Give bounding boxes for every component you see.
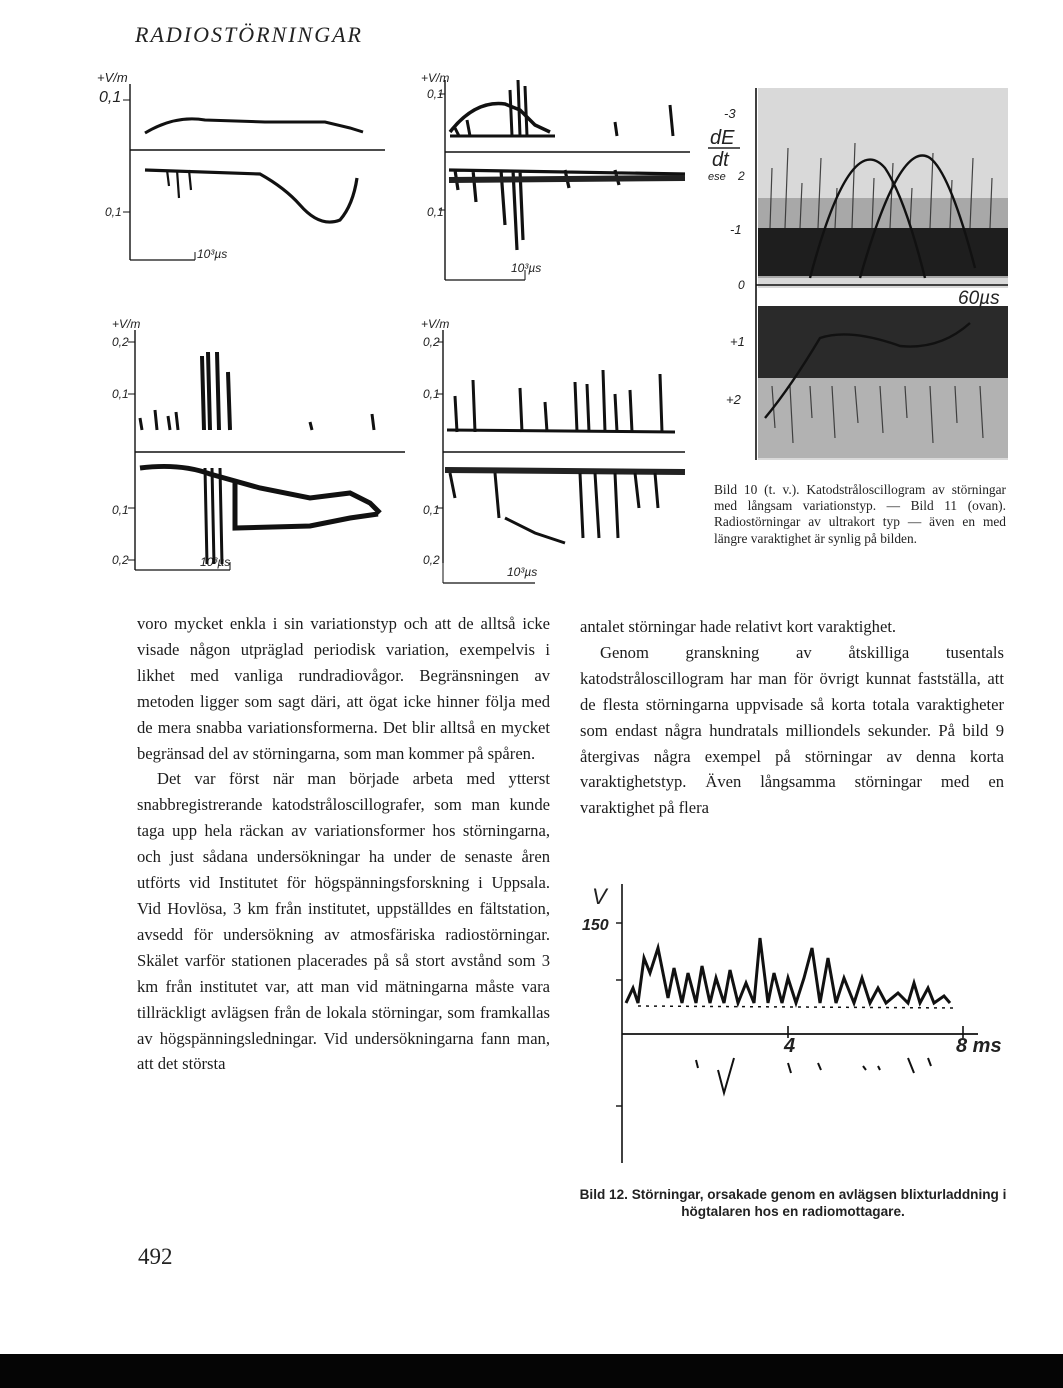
figure12-caption: Bild 12. Störningar, orsakade genom en avlägsen blixturladdning i högtalaren hos en radiomottagare.: [579, 1187, 1007, 1219]
figure11-panel-4: [415, 318, 705, 618]
panel4-unit: +V/m: [421, 318, 450, 331]
figure10-tick-2: 2: [738, 169, 745, 183]
panel4-trace: [437, 330, 685, 583]
figure10-ylabel-bottom: dt: [712, 149, 729, 171]
figure10-tick-6: +2: [726, 392, 741, 407]
panel3-top-tick: 0,2: [112, 335, 129, 349]
panel2-unit: +V/m: [421, 71, 450, 85]
panel2-scale: 10³µs: [511, 261, 542, 275]
figure12-trace: [626, 938, 958, 1093]
panel4-low-tick: 0,1: [423, 503, 440, 517]
page-number: 492: [138, 1244, 173, 1269]
figure10-tick-5: +1: [730, 334, 745, 349]
panel4-top-tick: 0,2: [423, 335, 440, 349]
panel2-low-tick: 0,1: [427, 205, 444, 219]
left-paragraph-2: Det var först när man började arbeta med ytterst snabbregistrerande katodstråloscillografer, som man kunde taga upp hela räckan av variationsformer hos störningarna, och just sådana undersökningar ha under de senaste åren utförts vid Institutet för högspänningsforskning i Uppsala. Vid Hovlösa, 3 km från institutet, uppställdes en fältstation, avsedd för undersökning av atmosfäriska radiostörningar. Skälet varför stationen placerades på så stort avstånd som 3 km från institutet var, att man vid mätningarna måste vara tillräckligt avlägsen från de lokala störningar, som framkallas av högspänningsledningar. Vid undersökningarna fann man, att det största: [137, 769, 550, 1074]
panel1-top-tick: 0,1: [99, 89, 122, 106]
right-column: [580, 614, 1004, 821]
figure12-xtick-2: 8 ms: [956, 1035, 1002, 1057]
figure12-ylabel: V: [592, 884, 607, 909]
figure11-panel-3: [110, 318, 410, 580]
figure10-tick-4: 0: [738, 278, 745, 292]
panel2-trace: [439, 80, 690, 280]
panel1-unit: +V/m: [97, 70, 128, 85]
panel3-low-tick: 0,1: [112, 503, 129, 517]
figure11-panel-1: [85, 70, 405, 270]
panel4-mid-tick: 0,1: [423, 387, 440, 401]
figure10-caption: Bild 10 (t. v.). Katodstråloscillogram av störningar med långsam variationstyp. — Bild 11 (ovan). Radiostörningar av ultrakort typ — även en med längre varaktighet är synlig på bilden.: [714, 482, 1006, 546]
panel3-trace: [128, 330, 405, 570]
panel4-scale: 10³µs: [507, 565, 538, 579]
running-head: RADIOSTÖRNINGAR: [135, 22, 363, 47]
panel1-scale: 10³µs: [197, 247, 228, 261]
figure10-oscillogram: [700, 88, 1010, 462]
panel3-unit: +V/m: [112, 318, 141, 331]
figure10-ylabel-unit: ese: [708, 171, 726, 183]
figure12-xtick-1: 4: [784, 1035, 796, 1057]
scan-border: [0, 1354, 1063, 1388]
panel4-bottom-tick: 0,2: [423, 553, 440, 567]
figure10-tick-1: -3: [724, 106, 736, 121]
left-paragraph-1: voro mycket enkla i sin variationstyp och att de alltså icke visade någon utpräglad periodisk variation, exempelvis i likhet med vanliga rundradiovågor. Begränsningen av metoden ligger som sagt däri, att ögat icke hinner följa med de mera snabba variationsformerna. Det blir alltså en mycket begränsad del av störningarna, som man kommer på spåren.: [137, 614, 550, 763]
panel3-scale: 10³µs: [200, 555, 231, 569]
figure10-scale: 60µs: [958, 288, 1000, 309]
panel2-top-tick: 0,1: [427, 87, 444, 101]
figure12-plot: [578, 878, 1010, 1178]
left-column: [137, 611, 550, 1077]
panel1-trace: [123, 84, 385, 260]
figure11-panel-2: [415, 70, 705, 290]
panel1-low-tick: 0,1: [105, 205, 122, 219]
right-paragraph-2: Genom granskning av åtskilliga tusentals katodstråloscillogram har man för övrigt kunnat fastställa, att de flesta störningarna uppvisade så korta totala varaktigheter som endast några hundratals milliondels sekunder. På bild 9 återgivas några exempel på störningar av denna korta varaktighetstyp. Även långsamma störningar med en varaktighet på flera: [580, 642, 1004, 818]
figure12-ytick: 150: [582, 917, 609, 934]
right-paragraph-1: antalet störningar hade relativt kort varaktighet.: [580, 617, 897, 636]
figure10-ylabel-top: dE: [710, 127, 735, 149]
panel3-mid-tick: 0,1: [112, 387, 129, 401]
figure10-tick-3: -1: [730, 222, 742, 237]
panel3-bottom-tick: 0,2: [112, 553, 129, 567]
